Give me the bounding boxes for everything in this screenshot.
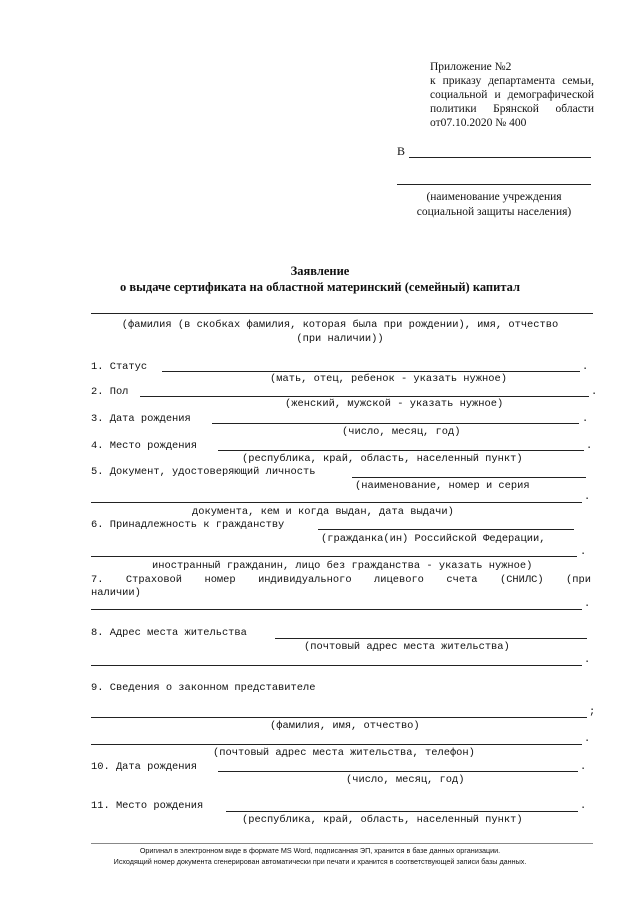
appendix-line-3: социальной и демографической [430,89,594,101]
appendix-line-2: к приказу департамента семьи, [430,75,594,87]
sex-label: 2. Пол [91,386,129,398]
birth-date-label: 3. Дата рождения [91,413,191,425]
rep-birth-place-label: 11. Место рождения [91,800,204,812]
citizenship-hint-1: (гражданка(ин) Российской Федерации, [321,533,546,545]
address-label: 8. Адрес места жительства [91,627,247,639]
birth-date-hint: (число, месяц, год) [342,426,461,438]
rep-birth-place-hint: (республика, край, область, населенный пункт) [242,814,523,826]
citizenship-label: 6. Принадлежность к гражданству [91,519,285,531]
footer-line-2: Исходящий номер документа сгенерирован автоматически при печати и хранится в соответствующей записи базы данных. [113,857,527,866]
birth-place-label: 4. Место рождения [91,440,198,452]
status-input-line[interactable] [162,371,580,372]
footer-divider [91,843,593,844]
addressee-line-2[interactable] [397,184,591,185]
address-input-line-2[interactable] [91,665,582,666]
document-subtitle: о выдаче сертификата на областной материнский (семейный) капитал [120,280,520,294]
birth-date-dot: . [582,413,589,425]
fio-line[interactable] [91,313,593,314]
fio-hint-1: (фамилия (в скобках фамилия, которая была при рождении), имя, отчество [121,319,559,331]
addressee-line-1[interactable] [409,157,591,158]
rep-birth-date-dot: . [580,761,587,773]
birth-place-dot: . [586,440,593,452]
snils-label-2: наличии) [91,587,141,599]
rep-birth-place-dot: . [580,800,587,812]
citizenship-input-line-2[interactable] [91,556,577,557]
rep-birth-date-hint: (число, месяц, год) [346,774,465,786]
birth-place-input-line[interactable] [218,450,584,451]
representative-semicolon: ; [589,706,596,718]
document-dot: . [584,491,591,503]
status-hint: (мать, отец, ребенок - указать нужное) [270,373,507,385]
sex-dot: . [591,386,598,398]
document-hint-1: (наименование, номер и серия [355,480,530,492]
citizenship-dot: . [580,546,587,558]
representative-dot: . [584,733,591,745]
document-input-line-1[interactable] [352,477,586,478]
document-hint-2: документа, кем и когда выдан, дата выдачи) [192,506,454,518]
appendix-line-4: политики Брянской области [430,103,594,115]
citizenship-input-line-1[interactable] [318,529,574,530]
document-title: Заявление [290,264,350,278]
addressee-caption-1: (наименование учреждения [426,191,562,203]
addressee-caption-2: социальной защиты населения) [416,206,572,218]
representative-hint-1: (фамилия, имя, отчество) [270,720,420,732]
sex-hint: (женский, мужской - указать нужное) [285,398,504,410]
birth-place-hint: (республика, край, область, населенный пункт) [242,453,523,465]
address-dot: . [584,654,591,666]
representative-hint-2: (почтовый адрес места жительства, телефон) [213,747,475,759]
document-input-line-2[interactable] [91,502,582,503]
snils-input-line[interactable] [91,609,582,610]
appendix-order-date: от07.10.2020 № 400 [430,117,527,129]
appendix-title: Приложение №2 [430,61,512,73]
address-input-line-1[interactable] [275,638,587,639]
sex-input-line[interactable] [140,396,589,397]
snils-dot: . [584,598,591,610]
rep-birth-place-input-line[interactable] [226,811,578,812]
address-hint: (почтовый адрес места жительства) [304,641,510,653]
document-label: 5. Документ, удостоверяющий личность [91,466,316,478]
rep-birth-date-input-line[interactable] [218,771,578,772]
fio-hint-2: (при наличии)) [296,333,384,345]
citizenship-hint-2: иностранный гражданин, лицо без гражданства - указать нужное) [152,560,533,572]
representative-address-line[interactable] [91,744,582,745]
status-dot: . [582,361,589,373]
snils-label-1: 7. Страховой номер индивидуального лицевого счета (СНИЛС) (при [91,574,591,586]
status-label: 1. Статус [91,361,148,373]
birth-date-input-line[interactable] [212,423,579,424]
representative-label: 9. Сведения о законном представителе [91,682,316,694]
representative-name-line[interactable] [91,717,587,718]
addressee-prefix: В [397,144,406,158]
rep-birth-date-label: 10. Дата рождения [91,761,198,773]
footer-line-1: Оригинал в электронном виде в формате MS Word, подписанная ЭП, хранится в базе данных организации. [139,846,501,855]
